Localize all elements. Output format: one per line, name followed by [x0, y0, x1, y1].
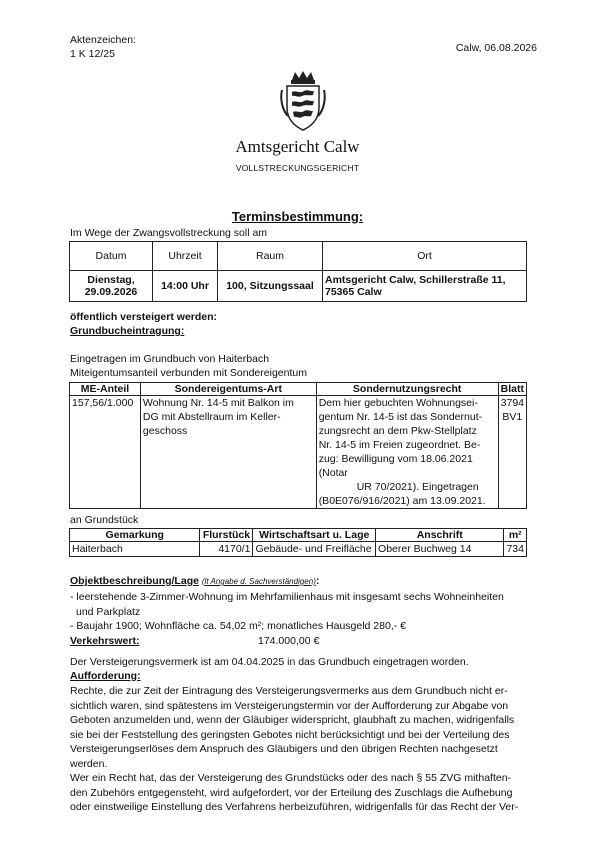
object-heading-line [70, 575, 319, 587]
paragraph-line: werden. [70, 757, 108, 770]
sheet-number [498, 396, 526, 509]
right-line: Dem hier gebuchten Wohnungsei- [318, 397, 478, 409]
type-line: DG mit Abstellraum im Keller- [142, 411, 281, 423]
object-colon: : [315, 575, 320, 587]
ownership-table [69, 382, 527, 509]
object-line: - Baujahr 1900; Wohnfläche ca. 54,02 m²; monatliches Hausgeld 280,- € [70, 620, 406, 632]
appointment-table [69, 241, 527, 302]
header-date: Datum [70, 242, 153, 271]
table-row [70, 542, 527, 557]
request-heading: Aufforderung: [70, 670, 141, 682]
right-line: zungsrecht an dem Pkw-Stellplatz [318, 425, 477, 437]
auction-text: öffentlich versteigert werden: [70, 311, 218, 323]
document-title: Terminsbestimmung: [231, 209, 364, 224]
right-line: Nr. 14-5 im Freien zugeordnet. Be- [318, 439, 481, 451]
object-heading: Objektbeschreibung/Lage [70, 575, 199, 587]
paragraph-line: Rechte, die zur Zeit der Eintragung des Versteigerungsvermerks aus dem Grundbuch nicht er- [70, 685, 508, 697]
header-sheet: Blatt [498, 383, 526, 396]
address-cell: Oberer Buchweg 14 [376, 542, 504, 557]
paragraph-line: den Zubehörs entgegensteht, wird aufgefordert, vor der Erteilung des Zuschlags die Aufhebung [70, 786, 513, 799]
paragraph-line: Geboten anzumelden und, wenn der Gläubiger widerspricht, glaubhaft zu machen, widrigenfalls [70, 714, 515, 726]
land-register-line-1: Eingetragen im Grundbuch von Haiterbach [70, 353, 270, 365]
right-line: (B0E076/916/2021) am 13.09.2021. [318, 495, 486, 507]
header-right: Sondernutzungsrecht [316, 383, 498, 396]
sheet-line-1: 3794 [500, 397, 524, 409]
paragraph-line: Versteigerungserlöses dem Anspruch des Gläubigers und den übrigen Rechten nachgesetzt [70, 743, 498, 755]
type-line: Wohnung Nr. 14-5 mit Balkon im [142, 397, 294, 409]
appointment-room: 100, Sitzungssaal [218, 271, 323, 302]
sheet-line-2: BV1 [502, 411, 523, 423]
request-paragraph-2 [70, 771, 530, 815]
land-register-heading: Grundbucheintragung: [70, 325, 185, 337]
date-value: 29.09.2026 [84, 286, 138, 298]
share-value: 157,56/1.000 [70, 396, 141, 509]
court-department: VOLLSTRECKUNGSGERICHT [235, 163, 360, 173]
header-time: Uhrzeit [153, 242, 218, 271]
header-district: Gemarkung [70, 529, 200, 542]
right-line: UR 70/2021). Eingetragen [356, 481, 479, 493]
usage-right [316, 396, 498, 509]
header-parcel: Flurstück [200, 529, 253, 542]
market-value-amount: 174.000,00 € [258, 635, 320, 647]
appointment-date [70, 271, 153, 302]
table-row [70, 396, 527, 509]
date-weekday: Dienstag, [87, 274, 135, 286]
header-type: Sondereigentums-Art [140, 383, 316, 396]
header-usage: Wirtschaftsart u. Lage [253, 529, 376, 542]
intro-text: Im Wege der Zwangsvollstreckung soll am [70, 227, 268, 239]
header-room: Raum [218, 242, 323, 271]
place-line-2: 75365 Calw [325, 286, 382, 298]
right-line: (Notar [318, 467, 348, 479]
table-row [70, 271, 527, 302]
case-number-value: 1 K 12/25 [70, 48, 115, 60]
header-address: Anschrift [376, 529, 504, 542]
plot-table [69, 528, 527, 557]
district-cell: Haiterbach [70, 542, 200, 557]
parcel-cell: 4170/1 [200, 542, 253, 557]
header-area: m² [504, 529, 527, 542]
table-header-row [70, 242, 527, 271]
type-line: geschoss [142, 425, 188, 437]
table-header-row [70, 383, 527, 396]
appointment-place [323, 271, 527, 302]
paragraph-line: sichtlich waren, sind spätestens im Versteigerungstermin vor der Aufforderung zur Abgabe von [70, 699, 509, 712]
market-value-label: Verkehrswert: [70, 635, 140, 647]
usage-cell: Gebäude- und Freifläche [253, 542, 376, 557]
place-line-1: Amtsgericht Calw, Schillerstraße 11, [325, 274, 506, 286]
ownership-type [140, 396, 316, 509]
table-header-row [70, 529, 527, 542]
register-note: Der Versteigerungsvermerk ist am 04.04.2025 in das Grundbuch eingetragen worden. [70, 656, 469, 668]
object-note: (lt Angabe d. Sachverständigen) [201, 577, 316, 586]
case-number-label: Aktenzeichen: [70, 34, 136, 46]
object-description [70, 590, 530, 634]
coat-of-arms-icon [280, 70, 326, 132]
header-place: Ort [323, 242, 527, 271]
object-line: - leerstehende 3-Zimmer-Wohnung im Mehrfamilienhaus mit insgesamt sechs Wohneinheiten [70, 591, 504, 603]
place-date: Calw, 06.08.2026 [455, 42, 537, 54]
paragraph-line: oder einstweilige Einstellung des Verfahrens herbeizuführen, widrigenfalls für das Recht der Ver- [70, 801, 519, 813]
object-line: und Parkplatz [76, 605, 141, 618]
request-paragraph-1 [70, 684, 530, 771]
plot-label: an Grundstück [70, 514, 139, 526]
paragraph-line: sie bei der Feststellung des geringsten Gebotes nicht berücksichtigt und bei der Verteilung des [70, 728, 510, 741]
header-share: ME-Anteil [70, 383, 141, 396]
right-line: gentum Nr. 14-5 ist das Sondernut- [318, 411, 483, 423]
appointment-time: 14:00 Uhr [153, 271, 218, 302]
area-cell: 734 [504, 542, 527, 557]
case-number-block [70, 33, 136, 61]
right-line: zug: Bewilligung vom 18.06.2021 [318, 453, 473, 465]
court-name: Amtsgericht Calw [235, 137, 360, 156]
paragraph-line: Wer ein Recht hat, das der Versteigerung des Grundstücks oder des nach § 55 ZVG mithaften- [70, 772, 512, 784]
land-register-line-2: Miteigentumsanteil verbunden mit Sondereigentum [70, 367, 307, 379]
